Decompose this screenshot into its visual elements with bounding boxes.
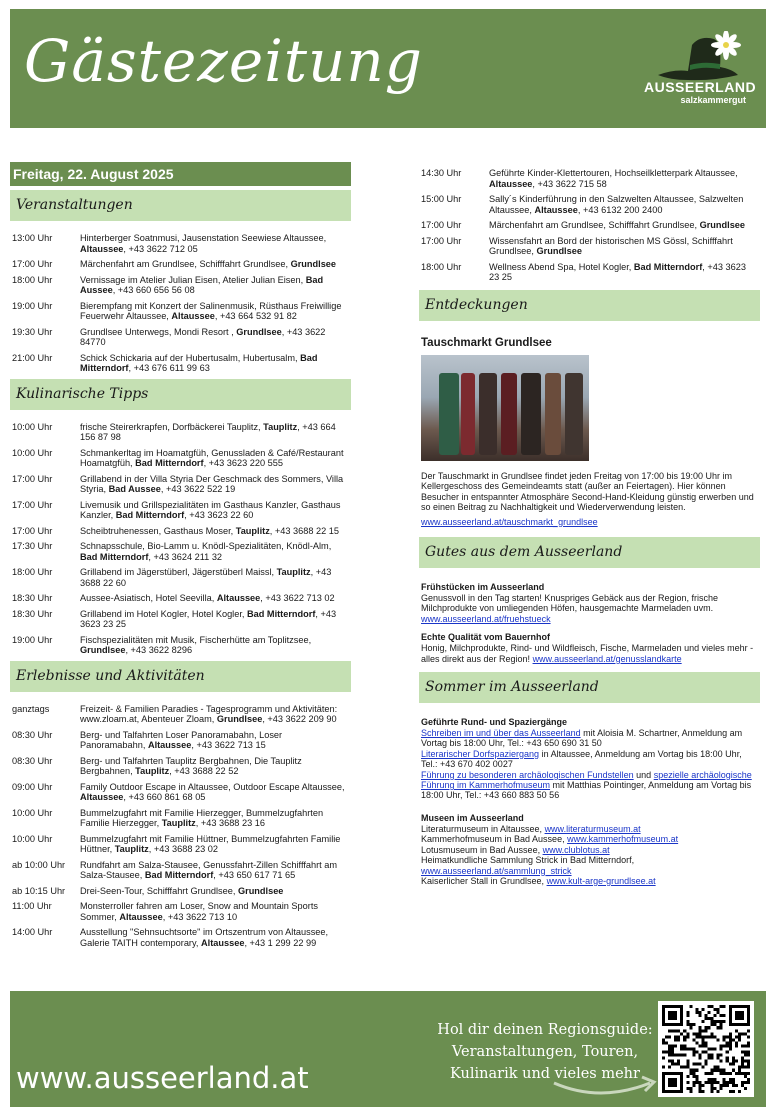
- event-row: [10, 927, 351, 948]
- event-row: [10, 422, 351, 443]
- event-description: Wissensfahrt an Bord der historischen MS Gössl, Schifffahrt Grundlsee, Grundlsee: [489, 235, 733, 256]
- guide-line-3: Kulinarik und vieles mehr: [450, 1066, 640, 1082]
- event-row: [10, 500, 351, 521]
- event-row: [10, 808, 351, 829]
- event-time: 18:00 Uhr: [12, 274, 53, 285]
- summer-block: [419, 703, 760, 886]
- event-row: [10, 730, 351, 751]
- event-row: [10, 353, 351, 374]
- tour-link-3[interactable]: Führung zu besonderen archäologischen Fundstellen: [421, 769, 634, 780]
- event-row: [419, 194, 760, 215]
- event-row: [10, 860, 351, 881]
- good-item1-title: Frühstücken im Ausseerland: [421, 582, 545, 592]
- museum-link-5[interactable]: www.kult-arge-grundlsee.at: [546, 875, 656, 886]
- event-description: Livemusik und Grillspezialitäten im Gasthaus Kanzler, Gasthaus Kanzler, Bad Mitterndorf, +43 3623 22 60: [80, 499, 341, 520]
- event-description: Aussee-Asiatisch, Hotel Seevilla, Altaussee, +43 3622 713 02: [80, 593, 335, 603]
- event-row: [10, 567, 351, 588]
- tour-text-1: mit Aloisia M. Schartner, Anmeldung am Vortag bis 18:00 Uhr, Tel.: +43 650 690 31 50: [421, 728, 743, 749]
- event-row: [10, 834, 351, 855]
- left-column: [10, 162, 351, 953]
- event-row: [10, 782, 351, 803]
- event-row: [10, 526, 351, 537]
- event-time: 21:00 Uhr: [12, 352, 53, 363]
- event-description: Berg- und Talfahrten Tauplitz Bergbahnen, Die Tauplitz Bergbahnen, Tauplitz, +43 3688 22 52: [80, 755, 302, 776]
- event-description: Bierempfang mit Konzert der Salinenmusik, Rüsthaus Freiwillige Feuerwehr Altaussee, Altaussee, +43 664 532 91 82: [80, 300, 342, 321]
- museum-link-4[interactable]: www.ausseerland.at/sammlung_strick: [421, 865, 572, 876]
- good-item2-link[interactable]: www.ausseerland.at/genusslandkarte: [532, 653, 682, 664]
- event-row: [10, 474, 351, 495]
- museum-text-3: Lotusmuseum in Bad Aussee,: [421, 844, 543, 855]
- section-heading-events: Veranstaltungen: [10, 190, 351, 221]
- event-time: ab 10:00 Uhr: [12, 859, 66, 870]
- event-row: [10, 327, 351, 348]
- discover-link[interactable]: www.ausseerland.at/tauschmarkt_grundlsee: [421, 516, 598, 527]
- event-description: Grillabend in der Villa Styria Der Geschmack des Sommers, Villa Styria, Bad Aussee, +43 3622 522 19: [80, 473, 344, 494]
- event-time: 19:00 Uhr: [12, 634, 53, 645]
- event-row: [419, 220, 760, 231]
- event-row: [10, 901, 351, 922]
- museum-text-2: Kammerhofmuseum in Bad Aussee,: [421, 834, 568, 845]
- museum-link-1[interactable]: www.literaturmuseum.at: [544, 823, 641, 834]
- museum-text-1: Literaturmuseum in Altaussee,: [421, 823, 545, 834]
- activities-list: [10, 692, 351, 949]
- culinary-list: [10, 410, 351, 656]
- event-time: 11:00 Uhr: [12, 901, 52, 911]
- event-description: Schick Schickaria auf der Hubertusalm, Hubertusalm, Bad Mitterndorf, +43 676 611 99 63: [80, 352, 318, 373]
- event-description: Ausstellung "Sehnsuchtsorte" im Ortszentrum von Altaussee, Galerie TAITH contemporary, Altaussee, +43 1 299 22 99: [80, 927, 329, 948]
- event-time: 13:00 Uhr: [12, 233, 53, 243]
- event-time: 17:00 Uhr: [12, 259, 53, 269]
- event-time: 17:30 Uhr: [12, 541, 53, 551]
- event-row: [419, 236, 760, 257]
- event-row: [419, 262, 760, 283]
- event-time: 19:00 Uhr: [12, 300, 53, 311]
- event-description: Vernissage im Atelier Julian Eisen, Atelier Julian Eisen, Bad Aussee, +43 660 656 56 08: [80, 274, 324, 295]
- event-row: [10, 756, 351, 777]
- discover-block: [419, 337, 760, 528]
- event-time: 10:00 Uhr: [12, 807, 53, 818]
- event-time: 17:00 Uhr: [12, 499, 53, 510]
- event-description: Wellness Abend Spa, Hotel Kogler, Bad Mitterndorf, +43 3623 23 25: [489, 261, 746, 282]
- event-row: [10, 704, 351, 725]
- tour-text-2: in Altaussee, Anmeldung am Vortag bis 18:00 Uhr, Tel.: +43 670 402 0027: [421, 748, 742, 770]
- event-description: Bummelzugfahrt mit Familie Hüttner, Bummelzugfahrten Familie Hüttner, Tauplitz, +43 3688 23 02: [80, 833, 341, 854]
- section-heading-activities: Erlebnisse und Aktivitäten: [10, 661, 351, 692]
- tour-link-2[interactable]: Literarischer Dorfspaziergang: [421, 748, 540, 759]
- event-row: [10, 593, 351, 604]
- activities-list-continued: [419, 162, 760, 283]
- event-time: ganztags: [12, 703, 50, 714]
- ausseerland-logo[interactable]: [644, 31, 757, 111]
- museum-link-3[interactable]: www.clublotus.at: [542, 844, 610, 855]
- tour-text-3: mit Matthias Pointinger, Anmeldung am Vortag bis 18:00 Uhr, Tel.: +43 660 883 50 56: [421, 780, 752, 801]
- event-time: 08:30 Uhr: [12, 729, 53, 740]
- section-heading-discover: Entdeckungen: [419, 290, 760, 321]
- event-description: frische Steirerkrapfen, Dorfbäckerei Tauplitz, Tauplitz, +43 664 156 87 98: [80, 421, 336, 442]
- event-time: 17:00 Uhr: [12, 473, 53, 484]
- event-description: Märchenfahrt am Grundlsee, Schifffahrt Grundlsee, Grundlsee: [80, 259, 337, 269]
- tour-text-3-mid: und: [633, 769, 654, 780]
- footer-url[interactable]: www.ausseerland.at: [16, 1061, 309, 1095]
- good-item1-link[interactable]: www.ausseerland.at/fruehstueck: [421, 613, 551, 624]
- event-description: Schmankerltag im Hoamatgfüh, Genussladen & Café/Restaurant Hoamatgfüh, Bad Mitterndorf, +43 3623 220 555: [80, 447, 344, 468]
- event-description: Hinterberger Soatnmusi, Jausenstation Seewiese Altaussee, Altaussee, +43 3622 712 05: [80, 233, 327, 254]
- event-time: 18:30 Uhr: [12, 593, 53, 603]
- museum-text-5: Kaiserlicher Stall in Grundlsee,: [421, 875, 547, 886]
- footer-banner: [10, 991, 766, 1107]
- event-time: 15:00 Uhr: [421, 194, 462, 204]
- event-description: Fischspezialitäten mit Musik, Fischerhütte am Toplitzsee, Grundlsee, +43 3622 8296: [80, 634, 312, 655]
- logo-subtext: salzkammergut: [680, 95, 746, 105]
- event-description: Monsterroller fahren am Loser, Snow and Mountain Sports Sommer, Altaussee, +43 3622 713 10: [80, 901, 318, 922]
- guide-line-2: Veranstaltungen, Touren,: [451, 1044, 639, 1060]
- event-row: [419, 168, 760, 189]
- event-row: [10, 635, 351, 656]
- event-description: Drei-Seen-Tour, Schifffahrt Grundlsee, Grundlsee: [80, 885, 284, 896]
- event-description: Family Outdoor Escape in Altaussee, Outdoor Escape Altaussee, Altaussee, +43 660 861 68 05: [80, 781, 345, 802]
- good-item1-text: Genussvoll in den Tag starten! Knuspriges Gebäck aus der Region, frische Milchprodukte von umliegenden Höfen, hausgemachte Marmeladen uvm.: [421, 593, 718, 614]
- event-description: Grillabend im Hotel Kogler, Hotel Kogler, Bad Mitterndorf, +43 3623 23 25: [80, 608, 337, 629]
- event-time: 18:00 Uhr: [12, 567, 53, 577]
- event-description: Freizeit- & Familien Paradies - Tagesprogramm und Aktivitäten: www.zloam.at, Abenteuer Zloam, Grundlsee, +43 3622 209 90: [80, 703, 338, 724]
- event-time: 10:00 Uhr: [12, 833, 53, 844]
- qr-code-icon[interactable]: [658, 1001, 754, 1097]
- museums-title: Museen im Ausseerland: [421, 812, 524, 823]
- good-item2-title: Echte Qualität vom Bauernhof: [421, 632, 551, 643]
- event-time: 17:00 Uhr: [12, 525, 53, 536]
- event-row: [10, 259, 351, 270]
- curved-arrow-icon: [550, 1069, 660, 1099]
- event-time: 10:00 Uhr: [12, 447, 53, 458]
- section-heading-good: Gutes aus dem Ausseerland: [419, 537, 760, 568]
- logo-text: AUSSEERLAND: [644, 79, 757, 95]
- event-time: 09:00 Uhr: [12, 781, 53, 792]
- event-description: Geführte Kinder-Klettertouren, Hochseilkletterpark Altaussee, Altaussee, +43 3622 715 58: [489, 168, 738, 189]
- event-row: [10, 541, 351, 562]
- tour-link-1[interactable]: Schreiben im und über das Ausseerland: [421, 728, 581, 739]
- event-time: 18:00 Uhr: [421, 261, 462, 272]
- event-description: Scheibtruhenessen, Gasthaus Moser, Tauplitz, +43 3688 22 15: [80, 525, 340, 536]
- event-row: [10, 275, 351, 296]
- discover-heading: Tauschmarkt Grundlsee: [421, 336, 552, 349]
- event-description: Bummelzugfahrt mit Familie Hierzegger, Bummelzugfahrten Familie Hierzegger, Tauplitz, +43 3688 23 16: [80, 807, 324, 828]
- event-description: Schnapsschule, Bio-Lamm u. Knödl-Spezialitäten, Knödl-Alm, Bad Mitterndorf, +43 3624 211 32: [80, 541, 332, 562]
- tour-link-4[interactable]: spezielle archäologische Führung im Kammerhofmuseum: [421, 769, 752, 791]
- header-banner: [10, 9, 766, 128]
- tauschmarkt-photo: [421, 355, 589, 461]
- event-description: Grundlsee Unterwegs, Mondi Resort , Grundlsee, +43 3622 84770: [80, 326, 326, 347]
- event-row: [10, 301, 351, 322]
- section-heading-summer: Sommer im Ausseerland: [419, 672, 760, 703]
- section-heading-culinary: Kulinarische Tipps: [10, 379, 351, 410]
- event-row: [10, 233, 351, 254]
- event-time: 19:30 Uhr: [12, 326, 53, 337]
- museum-link-2[interactable]: www.kammerhofmuseum.at: [567, 834, 679, 845]
- event-time: ab 10:15 Uhr: [12, 885, 66, 896]
- event-time: 08:30 Uhr: [12, 755, 53, 766]
- event-time: 14:30 Uhr: [421, 168, 462, 178]
- museum-text-4: Heimatkundliche Sammlung Strick in Bad Mitterndorf,: [421, 855, 635, 866]
- page-title: Gästezeitung: [24, 27, 423, 95]
- guide-line-1: Hol dir deinen Regionsguide:: [437, 1022, 653, 1038]
- discover-text: Der Tauschmarkt in Grundlsee findet jeden Freitag von 17:00 bis 19:00 Uhr im Kellergeschoss des Gemeindeamts statt (außer an Feiertagen). Hier können Besucher in entspannter Atmosphäre Second-Hand-Kleidung günstig erwerben und so einen Beitrag zu Nachhaltigkeit und Wiederverwendung leisten.: [421, 470, 754, 512]
- event-description: Sally´s Kinderführung in den Salzwelten Altaussee, Salzwelten Altaussee, Altaussee, +43 6132 200 2400: [489, 194, 744, 215]
- event-row: [10, 609, 351, 630]
- date-bar: Freitag, 22. August 2025: [10, 162, 351, 186]
- hat-edelweiss-icon: [644, 31, 748, 83]
- event-time: 14:00 Uhr: [12, 927, 53, 937]
- good-block: [419, 568, 760, 664]
- event-time: 17:00 Uhr: [421, 235, 462, 246]
- event-time: 10:00 Uhr: [12, 421, 53, 432]
- event-row: [10, 886, 351, 897]
- event-time: 17:00 Uhr: [421, 220, 462, 230]
- tours-title: Geführte Rund- und Spaziergänge: [421, 717, 568, 728]
- right-column: [419, 162, 760, 894]
- event-description: Grillabend im Jägerstüberl, Jägerstüberl Maissl, Tauplitz, +43 3688 22 60: [80, 567, 332, 588]
- event-description: Berg- und Talfahrten Loser Panoramabahn, Loser Panoramabahn, Altaussee, +43 3622 713 15: [80, 729, 283, 750]
- event-description: Märchenfahrt am Grundlsee, Schifffahrt Grundlsee, Grundlsee: [489, 220, 746, 230]
- event-row: [10, 448, 351, 469]
- good-item2-text: Honig, Milchprodukte, Rind- und Wildfleisch, Fische, Marmeladen und vieles mehr - alles direkt aus der Region!: [421, 643, 754, 664]
- event-description: Rundfahrt am Salza-Stausee, Genussfahrt-Zillen Schifffahrt am Salza-Stausee, Bad Mitterndorf, +43 650 617 71 65: [80, 859, 338, 880]
- events-list: [10, 221, 351, 374]
- event-time: 18:30 Uhr: [12, 608, 53, 619]
